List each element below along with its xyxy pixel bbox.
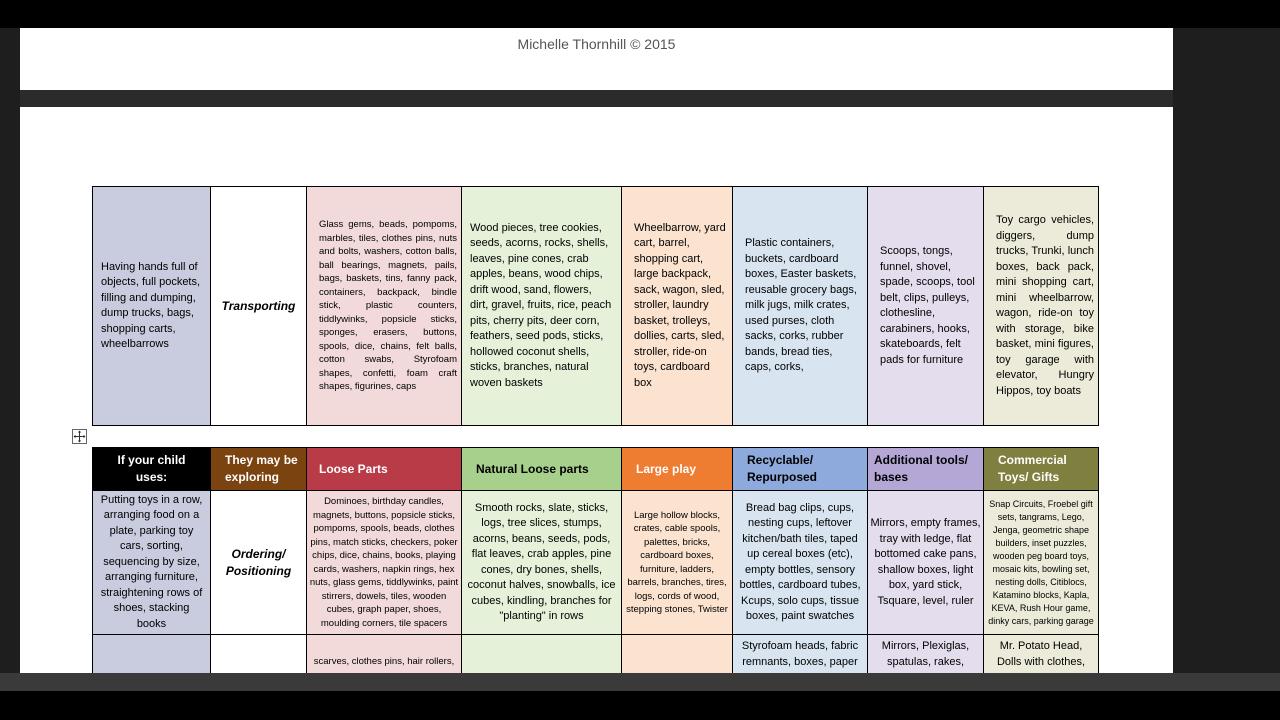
- cell-text: Bread bag clips, cups, nesting cups, leftover kitchen/bath tiles, taped up cereal boxes (etc), empty bottles, sensory bottles, cardboard tubes, Kcups, solo cups, tissue boxes, paint swatches: [739, 501, 861, 622]
- header-text: Natural Loose parts: [476, 461, 589, 476]
- cell-topic: Ordering/ Positioning: [225, 546, 292, 578]
- table-cell-large-play: [622, 635, 733, 673]
- table-cell-uses: [92, 186, 211, 426]
- cell-text: Toy cargo vehicles, diggers, dump trucks, Trunki, lunch boxes, back pack, mini shopping cart, mini wheelbarrow, wagon, ride-on toy with storage, bike basket, mini figures, toy garage with elevator, Hungry Hippos, toy boats: [996, 214, 1094, 397]
- cell-text: Snap Circuits, Froebel gift sets, tangrams, Lego, Jenga, geometric shape builders, inset puzzles, wooden peg board toys, mosaic kits, bowling set, nesting dolls, Citiblocs, Katamino blocks, Kapla, KEVA, Rush Hour game, dinky cars, parking garage: [988, 498, 1094, 626]
- page-footer-copyright: Michelle Thornhill © 2015: [517, 36, 676, 52]
- header-cell-loose-parts: [307, 447, 462, 491]
- cell-text: Mirrors, Plexiglas, spatulas, rakes,: [881, 640, 970, 668]
- table-cell-exploring: [211, 635, 307, 673]
- cell-text: Large hollow blocks, crates, cable spools, palettes, bricks, cardboard boxes, furniture, ladders, barrels, branches, tires, logs, cords of wood, stepping stones, Twister: [626, 509, 728, 615]
- table-cell-loose-parts: [307, 186, 462, 426]
- cell-text: Glass gems, beads, pompoms, marbles, tiles, clothes pins, nuts and bolts, washers, cotton balls, ball bearings, magnets, pails, bags, baskets, tins, fanny pack, containers, backpack, bindle stick, plastic counters, tiddlywinks, popsicle sticks, sponges, erasers, buttons, spools, dice, chains, felt balls, cotton swabs, Styrofoam shapes, confetti, foam craft shapes, figurines, caps: [319, 219, 457, 393]
- left-background: [0, 28, 20, 673]
- table-cell-large-play: [622, 186, 733, 426]
- header-text: Large play: [636, 461, 697, 476]
- cell-text: Wood pieces, tree cookies, seeds, acorns, rocks, shells, leaves, pine cones, crab apples, beans, wood chips, drift wood, sand, flowers, dirt, gravel, fruits, rice, peach pits, cherry pits, deer corn, feathers, seed pods, sticks, hollowed coconut shells, sticks, branches, natural woven baskets: [470, 221, 612, 389]
- cell-text: Putting toys in a row, arranging food on a plate, parking toy cars, sorting, sequencing by size, arranging furniture, straightening rows of shoes, stacking books: [100, 493, 203, 630]
- cell-text: Smooth rocks, slate, sticks, logs, tree slices, stumps, acorns, beans, seeds, pods, flat leaves, crab apples, pine cones, dry bones, shells, coconut halves, snowballs, ice cubes, kindling, branches for "planting" in rows: [467, 501, 616, 622]
- table-cell-tools: [868, 491, 984, 635]
- header-text: Recyclable/ Repurposed: [747, 453, 818, 484]
- cell-topic: Transporting: [221, 298, 296, 313]
- cell-text: Styrofoam heads, fabric remnants, boxes, paper: [741, 640, 859, 668]
- header-text: If your child uses:: [117, 453, 186, 484]
- table-cell-recyclable: [733, 491, 868, 635]
- table-cell-natural: [462, 635, 622, 673]
- table-cell-exploring: [211, 186, 307, 426]
- table-cell-exploring: [211, 491, 307, 635]
- cell-text: Mr. Potato Head, Dolls with clothes,: [996, 640, 1086, 668]
- table-cell-tools: [868, 635, 984, 673]
- header-cell-recyclable: [733, 447, 868, 491]
- cell-text: Wheelbarrow, yard cart, barrel, shopping cart, large backpack, sack, wagon, sled, stroller, laundry basket, trolleys, dollies, carts, sled, stroller, ride-on toys, cardboard box: [634, 221, 726, 389]
- cell-text: Dominoes, birthday candles, magnets, buttons, popsicle sticks, pompoms, spools, beads, clothes pins, match sticks, checkers, poker chips, dice, chains, books, playing cards, washers, napkin rings, hex nuts, glass gems, tiddlywinks, paint stirrers, dowels, tiles, wooden cubes, graph paper, shoes, moulding corners, tile spacers: [309, 496, 459, 629]
- page-gap: [20, 90, 1173, 107]
- header-cell-natural: [462, 447, 622, 491]
- table-cell-natural: [462, 491, 622, 635]
- cell-text: Mirrors, empty frames, tray with ledge, flat bottomed cake pans, shallow boxes, light box, yard stick, Tsquare, level, ruler: [870, 517, 981, 607]
- table-cell-commercial: [984, 635, 1099, 673]
- header-cell-uses: [92, 447, 211, 491]
- cell-text: Having hands full of objects, full pockets, filling and dumping, dump trucks, bags, shopping carts, wheelbarrows: [101, 260, 201, 350]
- header-text: They may be exploring: [225, 453, 298, 484]
- four-way-arrow-icon[interactable]: [72, 429, 87, 444]
- table-cell-commercial: [984, 491, 1099, 635]
- table-cell-natural: [462, 186, 622, 426]
- document-page: [20, 107, 1173, 673]
- header-text: Commercial Toys/ Gifts: [998, 453, 1067, 484]
- table-cell-loose-parts: [307, 635, 462, 673]
- header-cell-exploring: [211, 447, 307, 491]
- table-cell-uses: [92, 491, 211, 635]
- header-text: Loose Parts: [319, 461, 388, 476]
- cell-text: scarves, clothes pins, hair rollers,: [313, 656, 455, 667]
- header-cell-tools: [868, 447, 984, 491]
- cell-text: Scoops, tongs, funnel, shovel, spade, scoops, tool belt, clips, pulleys, clothesline, carabiners, hooks, skateboards, felt pads for furniture: [880, 245, 975, 366]
- previous-page: [20, 28, 1173, 90]
- header-cell-commercial: [984, 447, 1099, 491]
- table-cell-tools: [868, 186, 984, 426]
- table-cell-commercial: [984, 186, 1099, 426]
- table-cell-large-play: [622, 491, 733, 635]
- header-cell-large-play: [622, 447, 733, 491]
- table-cell-loose-parts: [307, 491, 462, 635]
- bottom-bar: [0, 673, 1280, 691]
- table-cell-recyclable: [733, 186, 868, 426]
- cell-text: Plastic containers, buckets, cardboard boxes, Easter baskets, reusable grocery bags, milk jugs, milk crates, used purses, cloth sacks, corks, rubber bands, bread ties, caps, corks,: [745, 237, 857, 374]
- table-cell-recyclable: [733, 635, 868, 673]
- table-cell-uses: [92, 635, 211, 673]
- right-background: [1173, 28, 1280, 673]
- header-text: Additional tools/ bases: [874, 453, 968, 484]
